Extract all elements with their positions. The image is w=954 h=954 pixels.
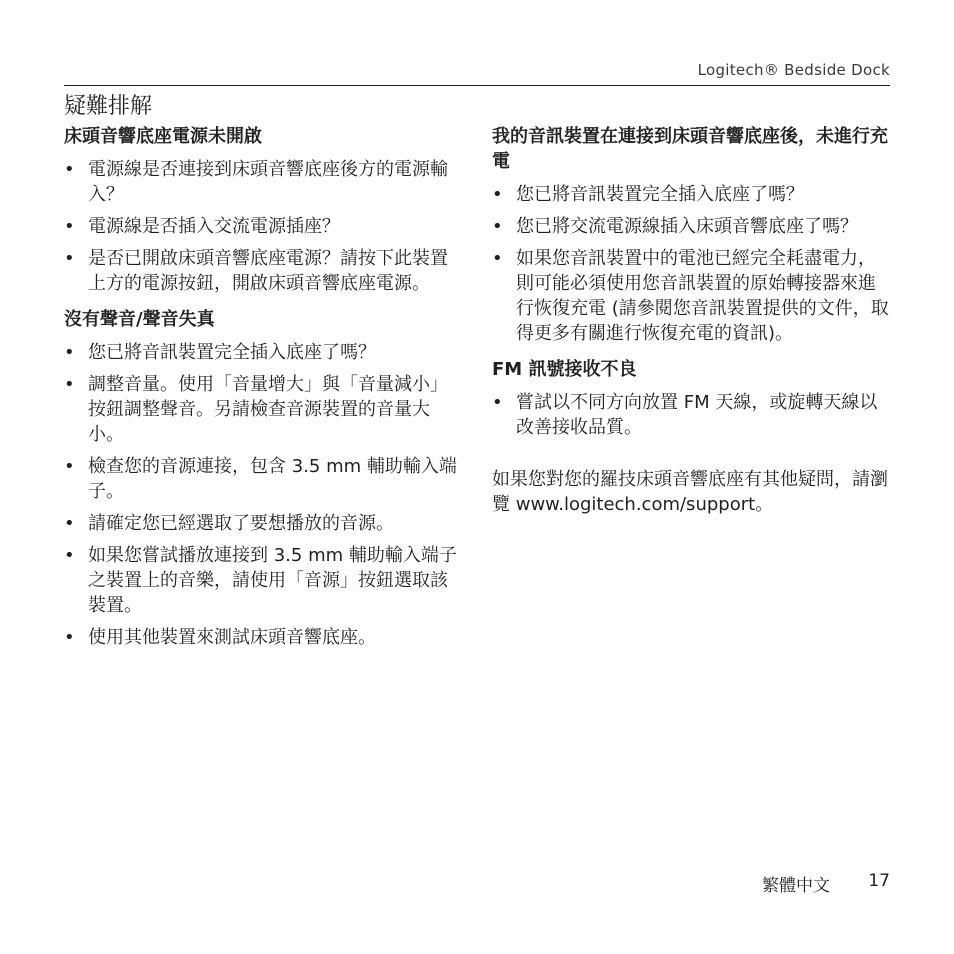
header-brand: Logitech® Bedside Dock [697,61,890,79]
list-item: • 使用其他裝置來測試床頭音響底座。 [64,627,376,648]
list-item: • 如果您音訊裝置中的電池已經完全耗盡電力，則可能必須使用您音訊裝置的原始轉接器來進行恢復充電 (請參閱您音訊裝置提供的文件，取得更多有關進行恢復充電的資訊)。 [492,248,889,344]
section-title-charging: 我的音訊裝置在連接到床頭音響底座後，未進行充電 [492,126,888,172]
fm-checklist [492,390,892,440]
list-item: • 嘗試以不同方向放置 FM 天線，或旋轉天線以改善接收品質。 [492,392,878,438]
bullet-icon: • [492,184,503,205]
list-item: • 檢查您的音源連接，包含 3.5 mm 輔助輸入端子。 [64,456,457,502]
page-number: 17 [868,871,890,891]
bullet-icon: • [492,216,503,237]
list-item: • 是否已開啟床頭音響底座電源？請按下此裝置上方的電源按鈕，開啟床頭音響底座電源。 [64,248,448,294]
support-note: 如果您對您的羅技床頭音響底座有其他疑問，請瀏覽 www.logitech.com/support。 [492,469,888,515]
list-item: • 電源線是否插入交流電源插座？ [64,216,340,237]
bullet-icon: • [64,545,75,566]
list-item: • 如果您嘗試播放連接到 3.5 mm 輔助輸入端子之裝置上的音樂，請使用「音源」按鈕選取該裝置。 [64,545,457,616]
list-item: • 您已將交流電源線插入床頭音響底座了嗎？ [492,216,858,237]
list-item: • 您已將音訊裝置完全插入底座了嗎？ [492,184,804,205]
bullet-icon: • [64,248,75,269]
bullet-icon: • [492,248,503,269]
list-item: • 調整音量。使用「音量增大」與「音量減小」按鈕調整聲音。另請檢查音源裝置的音量大小。 [64,374,448,445]
sound-checklist [64,340,464,650]
bullet-icon: • [492,392,503,413]
section-title-fm: FM 訊號接收不良 [492,359,637,380]
power-checklist [64,157,464,296]
list-item: • 您已將音訊裝置完全插入底座了嗎？ [64,342,376,363]
bullet-icon: • [64,159,75,180]
bullet-icon: • [64,627,75,648]
left-column [64,124,464,657]
list-item: • 電源線是否連接到床頭音響底座後方的電源輸入？ [64,159,448,205]
bullet-icon: • [64,342,75,363]
charging-checklist [492,182,892,346]
list-item: • 請確定您已經選取了要想播放的音源。 [64,513,394,534]
footer-language: 繁體中文 [762,876,830,896]
bullet-icon: • [64,456,75,477]
header-divider [64,85,890,86]
bullet-icon: • [64,216,75,237]
page-title: 疑難排解 [64,94,153,119]
bullet-icon: • [64,374,75,395]
bullet-icon: • [64,513,75,534]
section-title-no-sound: 沒有聲音/聲音失真 [64,309,215,330]
section-title-power: 床頭音響底座電源未開啟 [64,126,262,147]
right-column [492,124,892,517]
